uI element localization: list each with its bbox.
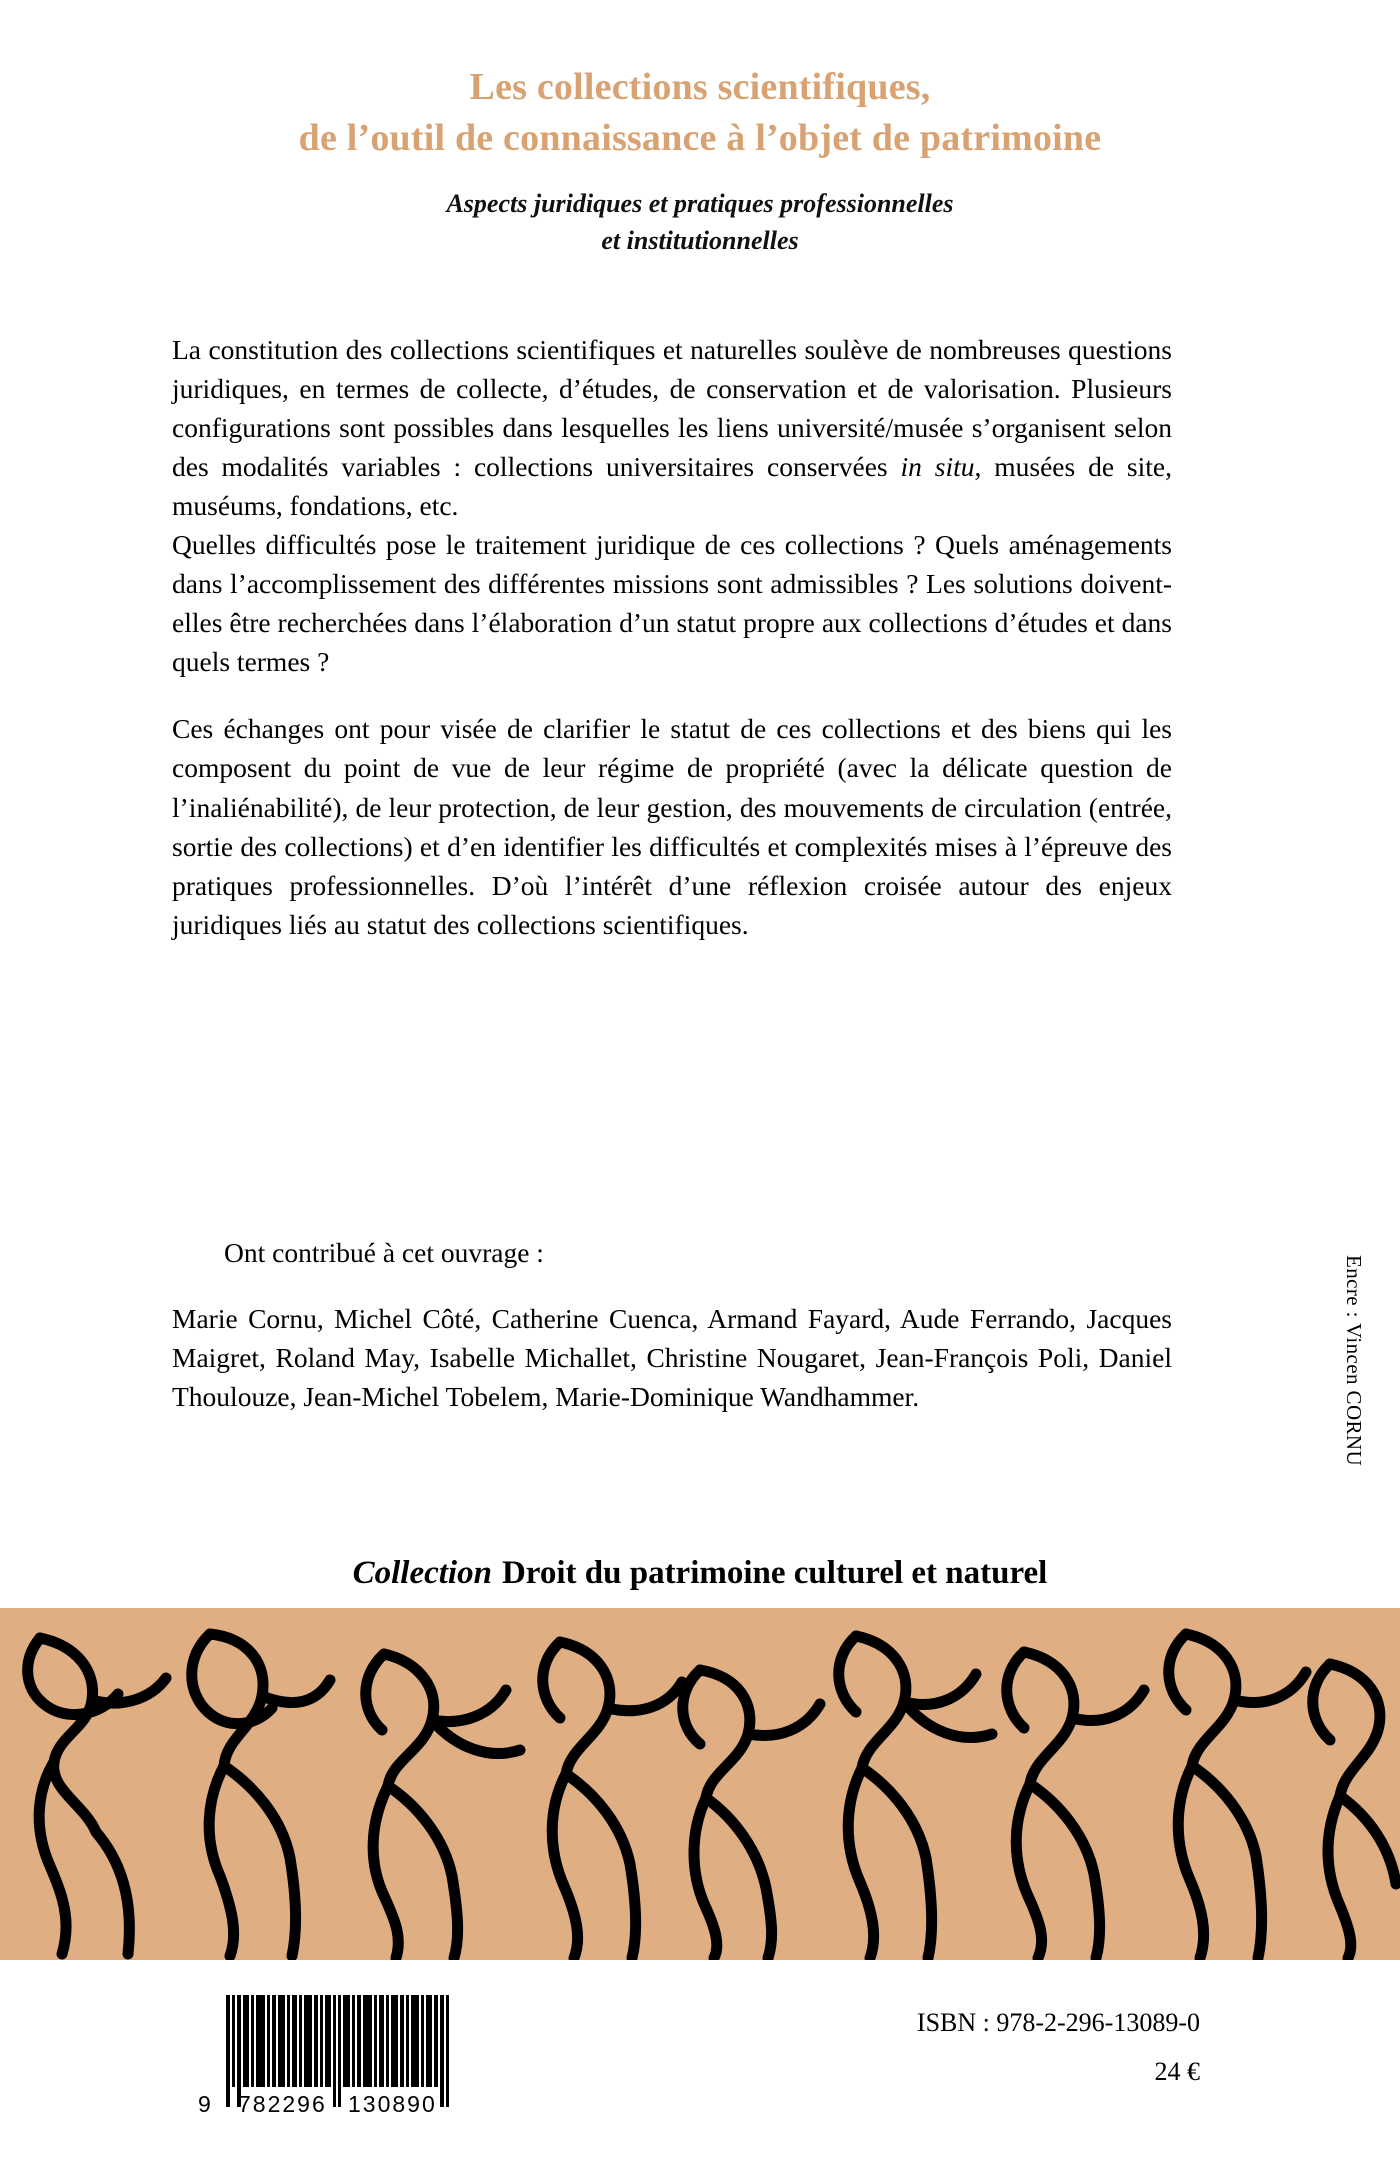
artwork-credit: Encre : Vincen CORNU (1342, 1255, 1366, 1467)
collection-name: Droit du patrimoine culturel et naturel (501, 1555, 1048, 1591)
page-subtitle (0, 185, 1400, 260)
blurb-p1-italic: in situ (900, 451, 975, 483)
barcode-group-2: 130890 (348, 2091, 437, 2117)
blurb-p1-part2: , musées de site, muséums, fondations, etc. (172, 451, 1172, 522)
blurb-paragraph-2: Quelles difficultés pose le traitement juridique de ces collections ? Quels aménagements dans l’accomplissement des différentes missions sont admissibles ? Les solutions doivent-elles être recherchées dans l’élaboration d’un statut propre aux collections d’études et dans quels termes ? (172, 529, 1172, 678)
blurb-text (172, 330, 1172, 944)
barcode-lead-digit: 9 (198, 2091, 213, 2117)
collection-word: Collection (352, 1555, 492, 1591)
price: 24 € (1154, 2057, 1200, 2087)
contributors-lead: Ont contribué à cet ouvrage : (224, 1236, 544, 1268)
barcode-bars (226, 1995, 464, 2087)
subtitle-line-2: et institutionnelles (601, 226, 799, 256)
isbn-block (917, 1998, 1200, 2097)
page-title (0, 62, 1400, 165)
subtitle-line-1: Aspects juridiques et pratiques professionnelles (446, 188, 954, 218)
blurb-paragraph-1 (172, 330, 1172, 525)
contributors-names: Marie Cornu, Michel Côté, Catherine Cuenca, Armand Fayard, Aude Ferrando, Jacques Maigret, Roland May, Isabelle Michallet, Christine Nougaret, Jean-François Poli, Daniel Thoulouze, Jean-Michel Tobelem, Marie-Dominique Wandhammer. (172, 1303, 1172, 1413)
title-line-1: Les collections scientifiques, (469, 66, 931, 108)
blurb-p1-part1: La constitution des collections scientifiques et naturelles soulève de nombreuses questions juridiques, en termes de collecte, d’études, de conservation et de valorisation. Plusieurs configurations sont possibles dans lesquelles les liens université/musée s’organisent selon des modalités variables : collections universitaires conservées (172, 334, 1172, 483)
blurb-paragraph-3: Ces échanges ont pour visée de clarifier le statut de ces collections et des biens qui les composent du point de vue de leur régime de propriété (avec la délicate question de l’inaliénabilité), de leur protection, de leur gestion, des mouvements de circulation (entrée, sortie des collections) et d’en identifier les difficultés et complexités mises à l’épreuve des pratiques professionnelles. D’où l’intérêt d’une réflexion croisée autour des enjeux juridiques liés au statut des collections scientifiques. (172, 713, 1172, 940)
isbn-number: ISBN : 978-2-296-13089-0 (916, 2008, 1200, 2037)
ink-figures-illustration (0, 1608, 1400, 1960)
contributors-block (172, 1205, 1172, 1444)
cover-artwork (0, 1608, 1400, 1960)
barcode-group-1: 782296 (238, 2091, 327, 2117)
title-block (0, 62, 1400, 260)
collection-line (0, 1555, 1400, 1592)
title-line-2: de l’outil de connaissance à l’objet de patrimoine (298, 117, 1102, 160)
barcode (196, 1995, 464, 2115)
footer-area (0, 1960, 1400, 2168)
